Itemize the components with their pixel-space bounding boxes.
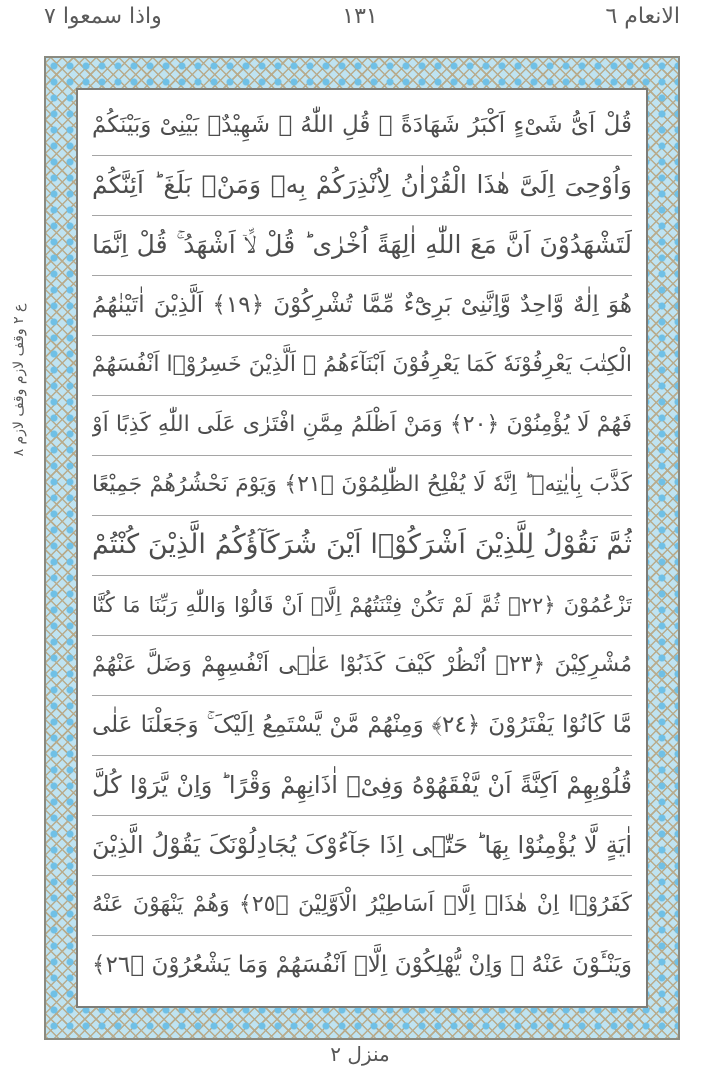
text-line: کَفَرُوْۤا اِنْ هٰذَاۤ اِلَّاۤ اَسَاطِیْرُ الْاَوَّلِیْنَ ﴿٢٥﴾ وَهُمْ یَنْهَوْنَ عَنْهُ (92, 876, 632, 936)
margin-note (6, 270, 32, 490)
text-line: مُشْرِکِیْنَ ﴿٢٣﴾ اُنْظُرْ کَیْفَ کَذَبُوْا عَلٰۤی اَنْفُسِهِمْ وَضَلَّ عَنْهُمْ (92, 636, 632, 696)
text-line: وَاُوْحِیَ اِلَیَّ هٰذَا الْقُرْاٰنُ لِاُنْذِرَکُمْ بِهٖ وَمَنْۢ بَلَغَ ؕ اَئِنَّکُمْ (92, 156, 632, 216)
margin-note-text: ع ٢ وقف لازم وقف لازم ٨ (11, 303, 27, 457)
text-line: قُلُوْبِهِمْ اَکِنَّةً اَنْ یَّفْقَهُوْهُ وَفِیْۤ اٰذَانِهِمْ وَقْرًا ؕ وَاِنْ یَّرَوْا کُلَّ (92, 756, 632, 816)
page-number: ١٣١ (342, 4, 378, 29)
text-line: فَهُمْ لَا یُؤْمِنُوْنَ ﴿٢٠﴾ وَمَنْ اَظْلَمُ مِمَّنِ افْتَرٰی عَلَی اللّٰهِ کَذِبًا اَوْ (92, 396, 632, 456)
text-line: اٰیَةٍ لَّا یُؤْمِنُوْا بِهَا ؕ حَتّٰۤی اِذَا جَآءُوْکَ یُجَادِلُوْنَکَ یَقُوْلُ الَّذِیْنَ (92, 816, 632, 876)
text-line: مَّا کَانُوْا یَفْتَرُوْنَ ﴿٢٤﴾ وَمِنْهُمْ مَّنْ یَّسْتَمِعُ اِلَیْکَ ۚ وَجَعَلْنَا عَلٰی (92, 696, 632, 756)
text-panel (76, 88, 648, 1008)
text-line: ثُمَّ نَقُوْلُ لِلَّذِیْنَ اَشْرَکُوْۤا اَیْنَ شُرَکَآؤُکُمُ الَّذِیْنَ کُنْتُمْ (92, 516, 632, 576)
text-line: قُلْ اَیُّ شَیْءٍ اَکْبَرُ شَهَادَةً ۚ قُلِ اللّٰهُ ۙ شَهِیْدٌۢ بَیْنِیْ وَبَیْنَکُمْ (92, 96, 632, 156)
text-line: وَیَنْـَٔوْنَ عَنْهُ ۚ وَاِنْ یُّهْلِکُوْنَ اِلَّاۤ اَنْفُسَهُمْ وَمَا یَشْعُرُوْنَ ﴿٢٦﴾ (92, 952, 632, 978)
ornamental-border (44, 56, 680, 1040)
text-line: الْکِتٰبَ یَعْرِفُوْنَهٗ کَمَا یَعْرِفُوْنَ اَبْنَآءَهُمُ ۘ اَلَّذِیْنَ خَسِرُوْۤا اَنْفُسَهُمْ (92, 336, 632, 396)
text-line: هُوَ اِلٰهٌ وَّاحِدٌ وَّاِنَّنِیْ بَرِیْٓءٌ مِّمَّا تُشْرِکُوْنَ ﴿١٩﴾ اَلَّذِیْنَ اٰتَیْنٰهُمُ (92, 276, 632, 336)
text-line: لَتَشْهَدُوْنَ اَنَّ مَعَ اللّٰهِ اٰلِهَةً اُخْرٰی ؕ قُلْ لَّاۤ اَشْهَدُ ۚ قُلْ اِنَّمَا (92, 216, 632, 276)
manzil-label: منزل ٢ (330, 1042, 390, 1066)
text-line: کَذَّبَ بِاٰیٰتِهٖ ؕ اِنَّهٗ لَا یُفْلِحُ الظّٰلِمُوْنَ ﴿٢١﴾ وَیَوْمَ نَحْشُرُهُمْ جَمِیْعًا (92, 456, 632, 516)
para-name: واذا سمعوا ٧ (44, 4, 162, 29)
text-line: تَزْعُمُوْنَ ﴿٢٢﴾ ثُمَّ لَمْ تَکُنْ فِتْنَتُهُمْ اِلَّاۤ اَنْ قَالُوْا وَاللّٰهِ رَبِّنَا مَا کُنَّا (92, 576, 632, 636)
surah-name: الانعام ٦ (605, 4, 680, 29)
